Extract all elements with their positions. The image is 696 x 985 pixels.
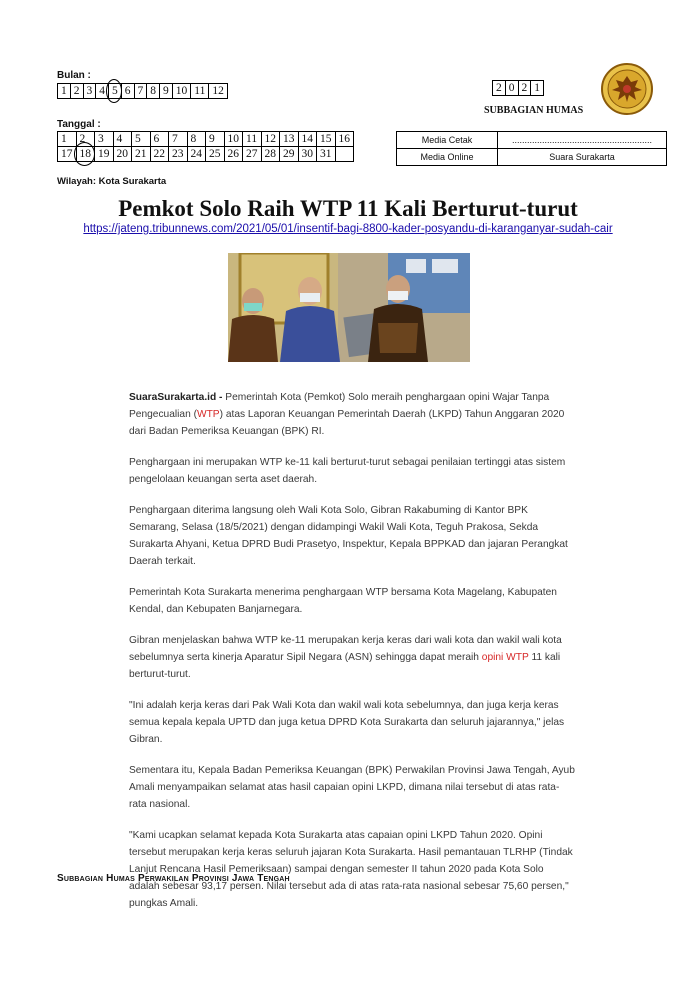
date-cell: 3 <box>95 132 114 147</box>
date-cell: 21 <box>132 147 151 162</box>
month-cell: 8 <box>147 84 160 99</box>
month-cell: 6 <box>121 84 134 99</box>
date-cell: 23 <box>169 147 188 162</box>
article-paragraph: "Kami ucapkan selamat kepada Kota Surakarta atas capaian opini LKPD Tahun 2020. Opini tersebut merupakan kerja keras seluruh jajaran Kota Surakarta. Hasil pemantauan TLRHP (Tindak Lanjut Rencana Hasil Pemeriksaan) sampai dengan semester II tahun 2020 pada Kota Solo adalah sebesar 93,17 persen. Nilai tersebut ada di atas rata-rata nasional sebesar 75,60 persen," pungkas Amali. <box>129 830 573 909</box>
article-paragraph: "Ini adalah kerja keras dari Pak Wali Kota dan wakil wali kota sebelumnya, dan juga kerja keras semua kepala kepala UPTD dan juga ketua DPRD Kota Surakarta dan seluruh jajarannya," jelas Gibran. <box>129 700 565 745</box>
date-cell: 29 <box>280 147 299 162</box>
date-cell-selected: 18 <box>76 147 95 162</box>
article-paragraph: Sementara itu, Kepala Badan Pemeriksa Keuangan (BPK) Perwakilan Provinsi Jawa Tengah, Ayub Amali menyampaikan selamat atas hasil capaian opini LKPD, dimana nilai tersebut di atas rata-rata nasional. <box>129 765 575 810</box>
date-cell: 19 <box>95 147 114 162</box>
date-cell: 1 <box>58 132 77 147</box>
month-cell: 2 <box>70 84 83 99</box>
month-cell: 9 <box>160 84 173 99</box>
month-cell: 3 <box>83 84 96 99</box>
media-table <box>396 131 667 166</box>
date-cell: 9 <box>206 132 225 147</box>
year-table <box>492 80 544 96</box>
date-cell: 25 <box>206 147 225 162</box>
bpk-garuda-emblem-icon <box>600 62 654 116</box>
opini-wtp-link[interactable]: opini WTP <box>481 652 529 663</box>
wtp-link[interactable]: WTP <box>196 409 220 420</box>
year-digit-cell: 2 <box>493 81 506 96</box>
article-body <box>129 389 575 926</box>
month-cell: 1 <box>58 84 71 99</box>
date-cell: 24 <box>187 147 206 162</box>
bulan-label: Bulan : <box>57 70 91 81</box>
date-cell: 2 <box>76 132 95 147</box>
date-cell: 5 <box>132 132 151 147</box>
wilayah-label: Wilayah: Kota Surakarta <box>57 176 167 187</box>
date-cell: 4 <box>113 132 132 147</box>
month-cell: 7 <box>134 84 147 99</box>
date-cell: 20 <box>113 147 132 162</box>
tanggal-label: Tanggal : <box>57 119 101 130</box>
date-cell <box>335 147 354 162</box>
date-cell: 13 <box>280 132 299 147</box>
footer-unit-name: Subbagian Humas Perwakilan Provinsi Jawa Tengah <box>57 873 290 884</box>
month-cell-selected: 5 <box>109 84 122 99</box>
year-digit-cell: 1 <box>531 81 544 96</box>
date-cell: 28 <box>261 147 280 162</box>
selection-circle-icon <box>106 79 122 103</box>
date-cell: 30 <box>298 147 317 162</box>
year-digit-cell: 2 <box>518 81 531 96</box>
month-cell: 4 <box>96 84 109 99</box>
year-digit-cell: 0 <box>505 81 518 96</box>
article-paragraph: SuaraSurakarta.id - Pemerintah Kota (Pemkot) Solo meraih penghargaan opini Wajar Tanpa Pengecualian (WTP) atas Laporan Keuangan Pemerintah Daerah (LKPD) Tahun Anggaran 2020 dari Badan Pemeriksa Keuangan (BPK) RI. <box>129 392 565 437</box>
media-cetak-value: ........................................................ <box>498 132 667 149</box>
media-cetak-label: Media Cetak <box>397 132 498 149</box>
date-cell: 10 <box>224 132 243 147</box>
article-paragraph: Pemerintah Kota Surakarta menerima penghargaan WTP bersama Kota Magelang, Kabupaten Kendal, dan Kebupaten Banjarnegara. <box>129 587 557 615</box>
article-paragraph: Penghargaan ini merupakan WTP ke-11 kali berturut-turut sebagai penilaian tertinggi atas sistem pengelolaan keuangan serta aset daerah. <box>129 457 566 485</box>
article-title: Pemkot Solo Raih WTP 11 Kali Berturut-turut <box>118 196 578 221</box>
article-paragraph: Gibran menjelaskan bahwa WTP ke-11 merupakan kerja keras dari wali kota dan wakil wali kota sebelumnya serta kinerja Aparatur Sipil Negara (ASN) sehingga dapat meraih opini WTP 11 kali berturut-turut. <box>129 635 562 680</box>
article-url-link[interactable]: https://jateng.tribunnews.com/2021/05/01/insentif-bagi-8800-kader-posyandu-di-karanganyar-sudah-cair <box>83 223 613 235</box>
date-cell: 27 <box>243 147 262 162</box>
date-cell: 22 <box>150 147 169 162</box>
date-cell: 7 <box>169 132 188 147</box>
media-online-label: Media Online <box>397 149 498 166</box>
date-cell: 11 <box>243 132 262 147</box>
date-cell: 12 <box>261 132 280 147</box>
source-label: SuaraSurakarta.id - <box>129 392 223 403</box>
date-cell: 31 <box>317 147 336 162</box>
selection-circle-icon <box>74 142 96 166</box>
media-online-value: Suara Surakarta <box>498 149 667 166</box>
month-cell: 10 <box>172 84 191 99</box>
date-cell: 14 <box>298 132 317 147</box>
date-cell: 16 <box>335 132 354 147</box>
award-handover-photo <box>228 253 470 362</box>
date-cell: 26 <box>224 147 243 162</box>
unit-label: SUBBAGIAN HUMAS <box>484 105 584 116</box>
month-cell: 11 <box>191 84 209 99</box>
date-cell: 8 <box>187 132 206 147</box>
month-table <box>57 83 228 99</box>
article-paragraph: Penghargaan diterima langsung oleh Wali Kota Solo, Gibran Rakabuming di Kantor BPK Semarang, Selasa (18/5/2021) dengan didampingi Wakil Wali Kota, Teguh Prakosa, Sekda Surakarta Ahyani, Ketua DPRD Budi Prasetyo, Inspektur, Kepala BPPKAD dan jajaran Perangkat Daerah terkait. <box>129 505 568 567</box>
date-table <box>57 131 354 162</box>
date-cell: 6 <box>150 132 169 147</box>
month-cell: 12 <box>209 84 228 99</box>
date-cell: 15 <box>317 132 336 147</box>
date-cell: 17 <box>58 147 77 162</box>
